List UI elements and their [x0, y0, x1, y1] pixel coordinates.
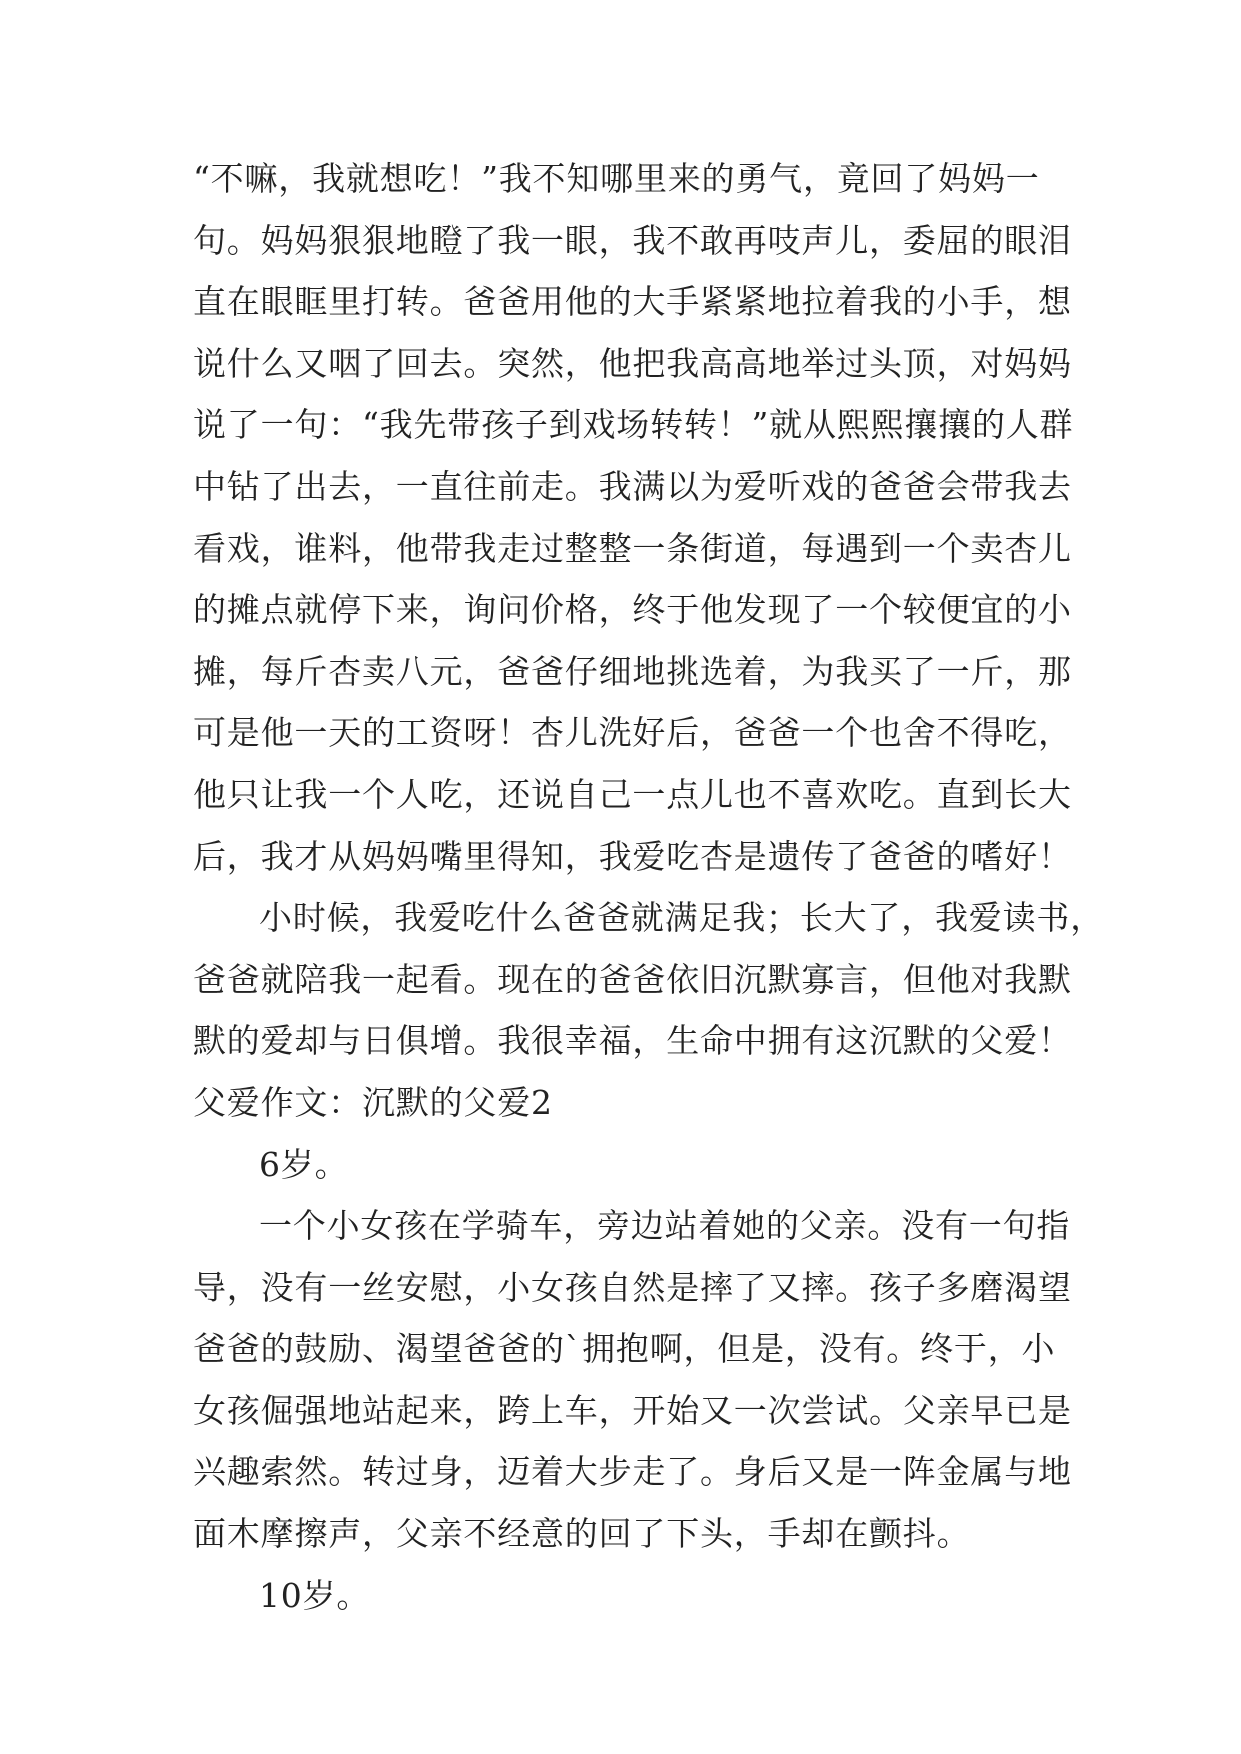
- text-line: 面木摩擦声，父亲不经意的回了下头，手却在颤抖。: [193, 1514, 971, 1554]
- text-line: 爸爸就陪我一起看。现在的爸爸依旧沉默寡言，但他对我默: [193, 959, 1072, 999]
- text-line: “不嘛，我就想吃！”我不知哪里来的勇气，竟回了妈妈一: [193, 159, 1040, 198]
- text-line: 导，没有一丝安慰，小女孩自然是摔了又摔。孩子多磨渴望: [193, 1267, 1072, 1307]
- text-line: 默的爱却与日俱增。我很幸福，生命中拥有这沉默的父爱！: [193, 1021, 1072, 1061]
- text-line: 后，我才从妈妈嘴里得知，我爱吃杏是遗传了爸爸的嗜好！: [193, 836, 1072, 876]
- text-line: 一个小女孩在学骑车，旁边站着她的父亲。没有一句指: [259, 1206, 1071, 1246]
- text-line: 兴趣索然。转过身，迈着大步走了。身后又是一阵金属与地: [193, 1452, 1072, 1492]
- text-line: 他只让我一个人吃，还说自己一点儿也不喜欢吃。直到长大: [193, 774, 1072, 814]
- text-line: 摊，每斤杏卖八元，爸爸仔细地挑选着，为我买了一斤，那: [193, 651, 1072, 691]
- text-line: 看戏，谁料，他带我走过整整一条街道，每遇到一个卖杏儿: [193, 528, 1072, 568]
- text-line: 6岁。: [259, 1144, 349, 1184]
- text-line: 直在眼眶里打转。爸爸用他的大手紧紧地拉着我的小手，想: [193, 282, 1072, 322]
- text-line: 女孩倔强地站起来，跨上车，开始又一次尝试。父亲早已是: [193, 1390, 1072, 1430]
- document-body: [193, 148, 1104, 1626]
- text-line: 10岁。: [259, 1575, 371, 1615]
- text-line: 中钻了出去，一直往前走。我满以为爱听戏的爸爸会带我去: [193, 466, 1072, 506]
- text-line: 句。妈妈狠狠地瞪了我一眼，我不敢再吱声儿，委屈的眼泪: [193, 220, 1072, 260]
- text-line: 说了一句：“我先带孩子到戏场转转！”就从熙熙攘攘的人群: [193, 405, 1074, 445]
- text-line: 可是他一天的工资呀！杏儿洗好后，爸爸一个也舍不得吃，: [193, 713, 1072, 753]
- text-line: 爸爸的鼓励、渴望爸爸的`拥抱啊，但是，没有。终于，小: [193, 1329, 1056, 1369]
- text-line: 说什么又咽了回去。突然，他把我高高地举过头顶，对妈妈: [193, 343, 1072, 383]
- text-line: 小时候，我爱吃什么爸爸就满足我；长大了，我爱读书，: [259, 898, 1104, 938]
- text-line: 的摊点就停下来，询问价格，终于他发现了一个较便宜的小: [193, 590, 1072, 630]
- text-line: 父爱作文：沉默的父爱2: [193, 1082, 553, 1122]
